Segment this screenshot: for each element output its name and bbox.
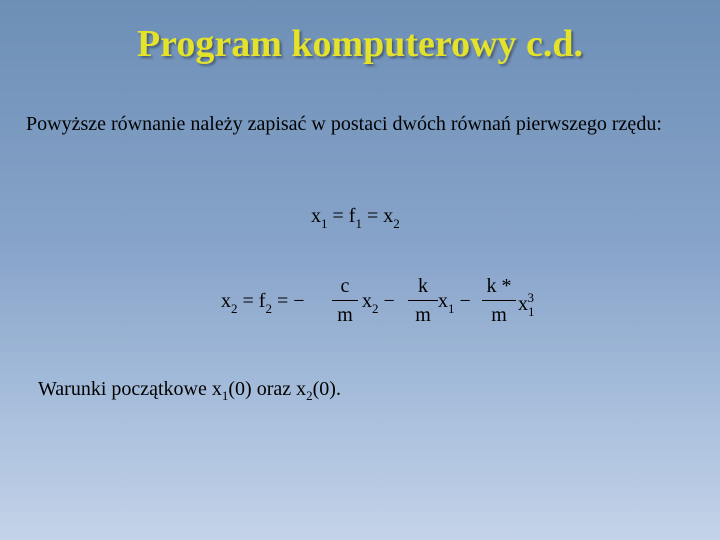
eq1-f-sub: 1 — [355, 216, 362, 231]
frac2-bar — [408, 300, 438, 301]
frac3-denominator: m — [491, 304, 507, 326]
eq2-equals-minus: = − — [276, 290, 305, 312]
conditions-mid: (0) oraz x — [228, 378, 307, 400]
conditions-prefix: Warunki początkowe x — [38, 378, 222, 400]
eq2-term1-var: x — [362, 290, 372, 312]
eq1-lhs-sub: 1 — [321, 216, 328, 231]
eq1-equals-x: = x — [366, 205, 394, 227]
eq2-minus1: − — [383, 290, 395, 312]
eq2-term2-sub: 1 — [448, 301, 455, 316]
conditions-sub2: 2 — [306, 388, 313, 403]
conditions-suffix: (0). — [312, 378, 341, 400]
frac2-numerator: k — [418, 275, 428, 297]
eq1-equals-f: = f — [332, 205, 356, 227]
frac1-bar — [332, 300, 358, 301]
fraction-k-over-m — [408, 274, 438, 327]
eq2-term1-sub: 2 — [372, 301, 379, 316]
eq2-minus2: − — [459, 290, 471, 312]
eq1-rhs-sub: 2 — [393, 216, 400, 231]
frac2-denominator: m — [415, 304, 431, 326]
eq2-lhs-var: x — [221, 290, 231, 312]
eq1-lhs-var: x — [311, 205, 321, 227]
eq2-term3-var: x — [518, 293, 528, 315]
frac3-bar — [482, 300, 516, 301]
eq2-term3-sup: 3 — [527, 290, 534, 305]
eq2-term2-var: x — [438, 290, 448, 312]
eq2-lhs-sub: 2 — [231, 301, 238, 316]
conditions-sub1: 1 — [221, 388, 229, 403]
initial-conditions — [38, 378, 341, 404]
fraction-c-over-m — [332, 274, 358, 327]
eq2-term3-sub: 1 — [528, 304, 535, 319]
frac3-numerator: k * — [486, 275, 512, 297]
frac1-denominator: m — [337, 304, 353, 326]
slide-title: Program komputerowy c.d. — [136, 23, 584, 65]
frac1-numerator: c — [340, 275, 350, 297]
eq2-f-sub: 2 — [265, 301, 272, 316]
fraction-kstar-over-m — [482, 274, 516, 327]
intro-paragraph: Powyższe równanie należy zapisać w postaci dwóch równań pierwszego rzędu: — [26, 113, 662, 135]
eq2-equals-f: = f — [242, 290, 266, 312]
